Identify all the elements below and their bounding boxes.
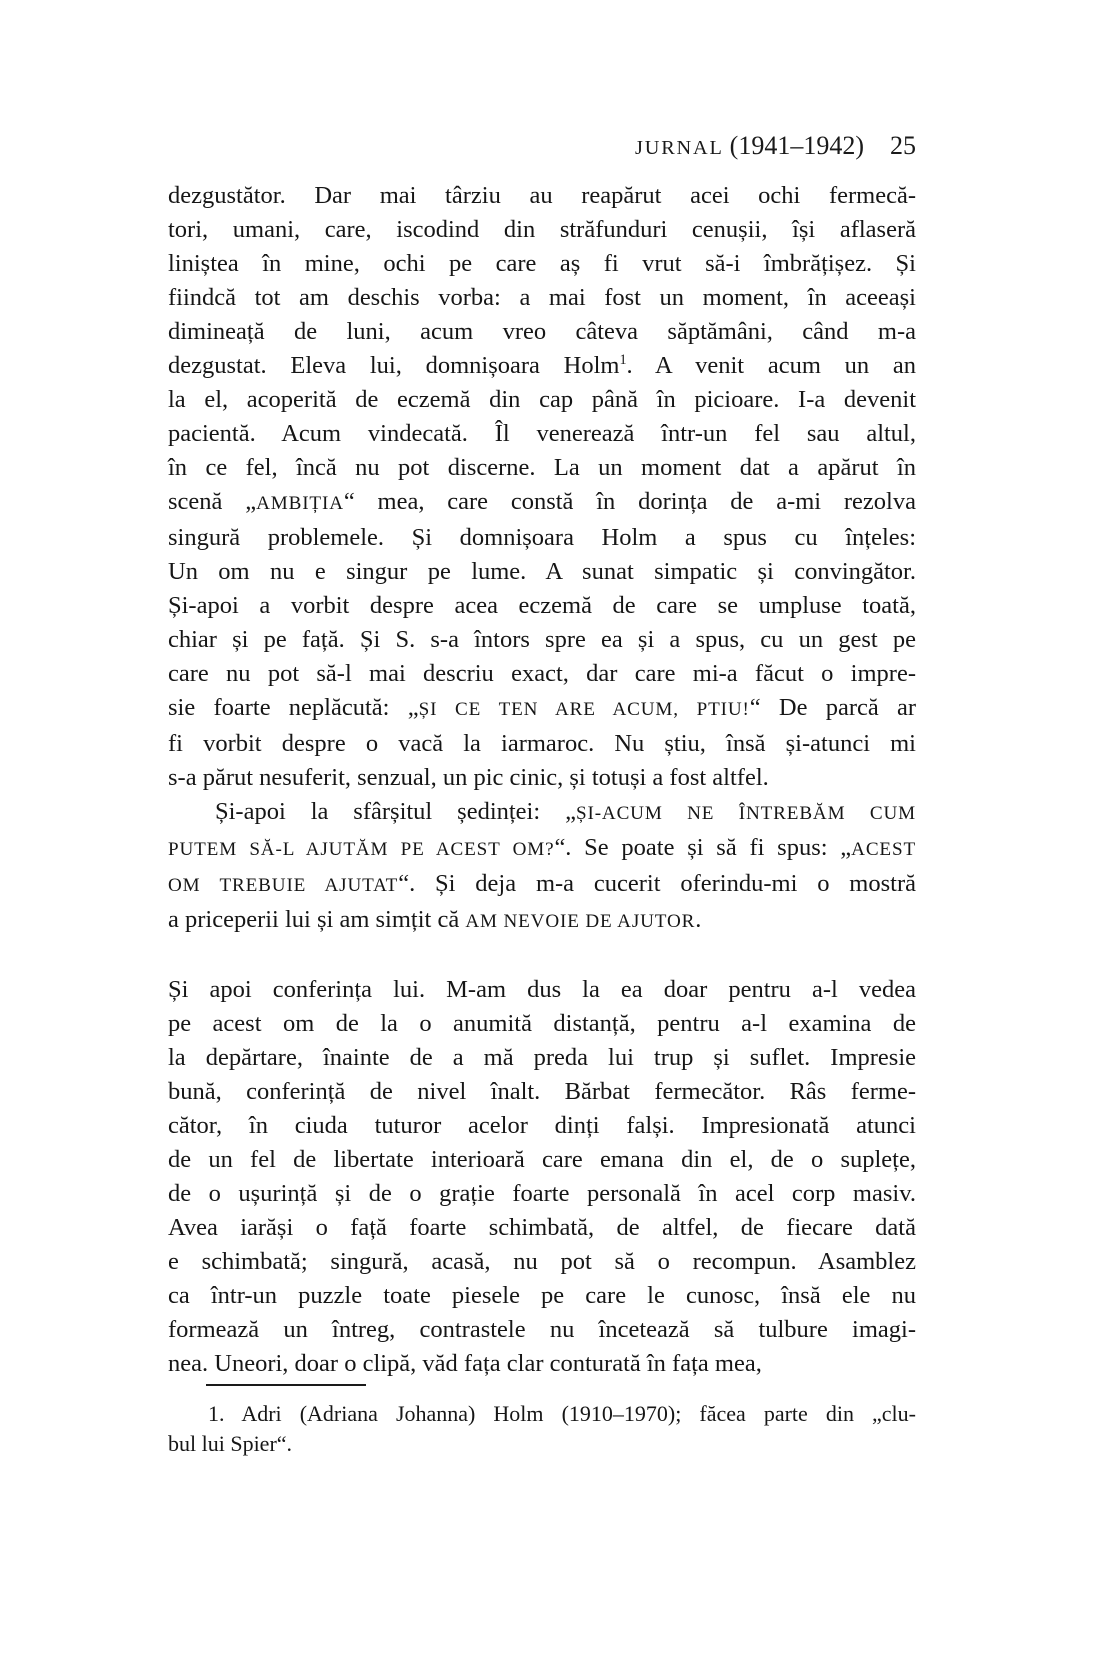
text-line — [168, 1347, 916, 1381]
text-segment: fi vorbit despre o vacă la iarmaroc. Nu știu, însă și-atunci mi — [168, 730, 916, 757]
smallcaps-segment: ACEST — [851, 839, 916, 860]
text-line — [168, 247, 916, 281]
text-segment: bul lui Spier“. — [168, 1431, 293, 1456]
text-segment: sie foarte neplăcută: „ — [168, 694, 419, 721]
smallcaps-segment: AM NEVOIE DE AJUTOR — [465, 911, 696, 932]
text-line — [168, 1245, 916, 1279]
text-segment: “ De parcă ar — [749, 694, 917, 721]
text-segment: s-a părut nesuferit, senzual, un pic cinic, și totuși a fost altfel. — [168, 764, 769, 791]
text-segment: în ce fel, încă nu pot discerne. La un moment dat a apărut în — [168, 454, 916, 481]
text-line — [168, 1075, 916, 1109]
text-segment: Un om nu e singur pe lume. A sunat simpatic și convingător. — [168, 558, 916, 585]
text-line — [168, 1279, 916, 1313]
text-line — [168, 1041, 916, 1075]
text-line — [168, 213, 916, 247]
text-segment: de o ușurință și de o grație foarte personală în acel corp masiv. — [168, 1180, 916, 1207]
running-years: (1941–1942) — [729, 131, 864, 160]
body-text — [168, 179, 916, 1381]
text-segment: bună, conferință de nivel înalt. Bărbat fermecător. Râs ferme- — [168, 1078, 916, 1105]
smallcaps-segment: ȘI-ACUM NE ÎNTREBĂM CUM — [575, 803, 916, 824]
text-line — [168, 349, 916, 383]
footnote — [168, 1399, 916, 1459]
text-line — [168, 521, 916, 555]
text-line — [168, 485, 916, 521]
text-line — [168, 281, 916, 315]
text-segment: chiar și pe față. Și S. s-a întors spre ea și a spus, cu un gest pe — [168, 626, 916, 653]
text-line — [168, 973, 916, 1007]
text-line — [168, 555, 916, 589]
text-segment: . A venit acum un an — [626, 352, 916, 379]
text-line — [168, 1429, 916, 1459]
smallcaps-segment: PUTEM SĂ-L AJUTĂM PE ACEST OM? — [168, 839, 555, 860]
text-segment: pacientă. Acum vindecată. Îl venerează într-un fel sau altul, — [168, 420, 916, 447]
text-segment: Avea iarăși o față foarte schimbată, de altfel, de fiecare dată — [168, 1214, 916, 1241]
text-segment: la el, acoperită de eczemă din cap până în picioare. I-a devenit — [168, 386, 916, 413]
text-segment: a priceperii lui și am simțit că — [168, 906, 466, 933]
text-segment: “ mea, care constă în dorința de a-mi rezolva — [343, 488, 916, 515]
text-segment: nea. Uneori, doar o clipă, văd fața clar conturată în fața mea, — [168, 1350, 762, 1377]
text-line — [168, 383, 916, 417]
smallcaps-segment: OM TREBUIE AJUTAT — [168, 875, 399, 896]
text-segment: dezgustat. Eleva lui, domnișoara Holm — [168, 352, 620, 379]
text-segment: de un fel de libertate interioară care emana din el, de o suplețe, — [168, 1146, 916, 1173]
smallcaps-segment: AMBIȚIA — [256, 493, 344, 514]
text-segment: cător, în ciuda tuturor acelor dinți falși. Impresionată atunci — [168, 1112, 916, 1139]
text-segment: scenă „ — [168, 488, 257, 515]
page-number: 25 — [890, 131, 916, 160]
text-line — [168, 1177, 916, 1211]
text-segment: “. Și deja m-a cucerit oferindu-mi o mostră — [398, 870, 916, 897]
text-segment: singură problemele. Și domnișoara Holm a spus cu înțeles: — [168, 524, 916, 551]
text-line — [168, 795, 916, 831]
text-segment: Și apoi conferința lui. M-am dus la ea doar pentru a-l vedea — [168, 976, 916, 1003]
text-line — [168, 1399, 916, 1429]
text-line — [168, 831, 916, 867]
text-segment: dimineață de luni, acum vreo câteva săptămâni, când m-a — [168, 318, 916, 345]
text-line — [168, 867, 916, 903]
running-title: JURNAL — [635, 137, 724, 159]
text-line — [168, 691, 916, 727]
footnote-rule — [206, 1384, 366, 1386]
text-line — [168, 1143, 916, 1177]
text-segment: tori, umani, care, iscodind din străfunduri cenușii, își aflaseră — [168, 216, 916, 243]
text-line — [168, 1211, 916, 1245]
text-line — [168, 315, 916, 349]
text-line — [168, 1313, 916, 1347]
text-segment: formează un întreg, contrastele nu încetează să tulbure imagi- — [168, 1316, 916, 1343]
text-line — [168, 623, 916, 657]
smallcaps-segment: ȘI CE TEN ARE ACUM, PTIU! — [418, 699, 750, 720]
text-segment: Și-apoi la sfârșitul ședinței: „ — [215, 798, 576, 825]
text-line — [168, 903, 916, 939]
text-line — [168, 417, 916, 451]
text-line — [168, 451, 916, 485]
text-segment: Și-apoi a vorbit despre acea eczemă de care se umpluse toată, — [168, 592, 916, 619]
text-segment: . — [695, 906, 702, 933]
footnote-ref-superscript: 1 — [619, 351, 627, 368]
text-segment: fiindcă tot am deschis vorba: a mai fost un moment, în aceeași — [168, 284, 916, 311]
text-segment: liniștea în mine, ochi pe care aș fi vrut să-i îmbrățișez. Și — [168, 250, 916, 277]
text-segment: la depărtare, înainte de a mă preda lui trup și suflet. Impresie — [168, 1044, 916, 1071]
running-header — [635, 131, 916, 161]
text-line — [168, 727, 916, 761]
text-line — [168, 1109, 916, 1143]
text-line — [168, 179, 916, 213]
text-segment: “. Se poate și să fi spus: „ — [554, 834, 852, 861]
text-segment: ca într-un puzzle toate piesele pe care le cunosc, însă ele nu — [168, 1282, 916, 1309]
text-segment: pe acest om de la o anumită distanță, pentru a-l examina de — [168, 1010, 916, 1037]
text-line — [168, 1007, 916, 1041]
text-line — [168, 657, 916, 691]
text-line — [168, 761, 916, 795]
text-segment: care nu pot să-l mai descriu exact, dar care mi-a făcut o impre- — [168, 660, 916, 687]
text-segment: 1. Adri (Adriana Johanna) Holm (1910–1970); făcea parte din „clu- — [208, 1401, 916, 1426]
text-segment: e schimbată; singură, acasă, nu pot să o recompun. Asamblez — [168, 1248, 916, 1275]
text-line — [168, 589, 916, 623]
text-segment: dezgustător. Dar mai târziu au reapărut acei ochi fermecă- — [168, 182, 916, 209]
